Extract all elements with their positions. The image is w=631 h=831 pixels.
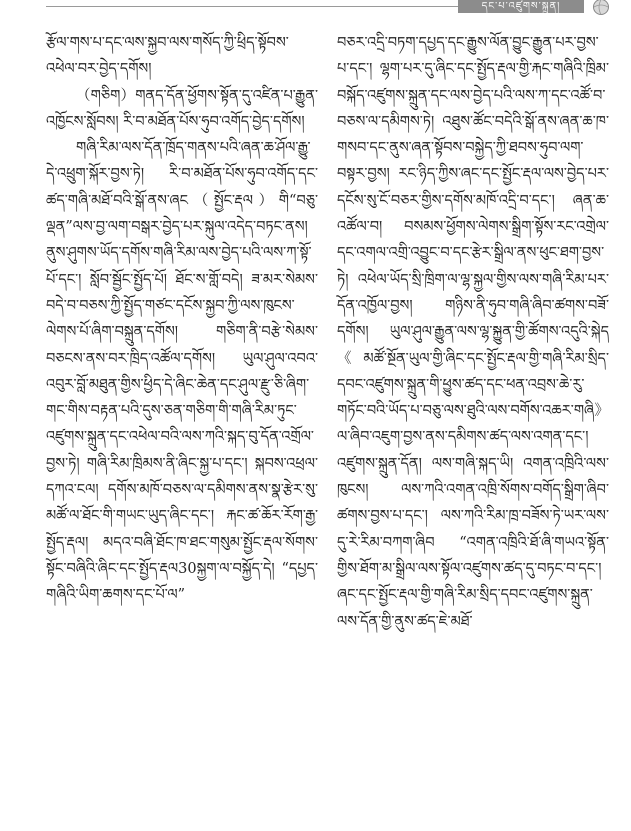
- section-header-tab: དང་པ་འཛུགས་སྐྲུན།: [458, 0, 584, 13]
- paragraph: བཅར་འདྲི་བཏག་དཔྱད་དང་རྒྱུས་ལོན་བྱུང་རྒྱུན་པར་བྱས་པ་དང་། ལྷག་པར་དུ་ཞིང་དང་སྤྱོད་རྡལ་གྱི་རྐང་གཞིའི་ཁྲིམ་བསྐོད་འཛུགས་སྐྲུན་དང་ལས་བྱེད་པའི་ལས་ཀ་དང་འཚོ་བ་བཅས་ལ་དམིགས་ཏེ། འཐུས་ཚོང་བདེའི་སྒོ་ནས་ཞན་ཆ་ཁ་གསབ་དང་ནུས་ཞན་སྟོབས་བསྐྱེད་ཀྱི་ཐབས་ཧུབ་ལག་བསྟར་བྱས། རང་ཉིད་ཀྱིས་ཞང་དང་སྤྱོང་རྡལ་ལས་བྱེད་པར་དངོས་སུ་ངོ་བཅར་གྱིས་དགོས་མཁོ་འདྲི་བ་དང་། ཞན་ཆ་འཚོལ་བ། བསམས་ཕྱོགས་ལེགས་སྒྲིག་སྟོས་རང་འགྲེལ་དང་འགལ་འགྲི་འབྱུང་བ་དང་རྩེར་སྒྲིལ་ནས་ཕུང་ཐག་བྱས་ཏེ། འཕེལ་ཡོད་སྲི་ཁྲིག་ལ་ལྷ་སྐྱལ་གྱིས་ལས་གཞི་རིམ་པར་དོན་འཁྱོལ་བྱས། གཉིས་ནི་ཧུབ་གཞི་ཞིབ་ཚགས་བཟོ་དགོས། ཡུལ་ཤུལ་རྒྱུན་ལས་ལྷ་སྐྱུན་གྱི་ཚོགས་འདུའི་སྐེད《མཚོ་སྔོན་ཡུལ་གྱི་ཞིང་དང་སྤྱོང་རྡལ་གྱི་གཞི་རིམ་སྲིད་དབང་འཛུགས་སྐྲུན་གི་ཕྱུས་ཚད་དང་ཕན་འབྲས་ཆེ་རུ་གཏོང་བའི་ཡོད་པ་བཅུ་ལས་ཐུའི་ལས་བགོས་འཆར་གཞི》ལ་ཞིབ་འཇུག་བྱས་ནས་དམིགས་ཚད་ལས་འགན་དང་། འཛུགས་སྐྲུན་དོན། ལས་གཞི་སྐད་ཡི། འགན་འཁྲིའི་ལས་ཁུངས། ལས་ཀའི་འགན་འཁྲི་སོགས་བགོད་སྒྲིག་ཞིབ་ཚགས་བྱས་པ་དང་། ལས་ཀའི་རིམ་ཁྲ་བཟོས་ཏེ་ཡར་ལས་དུ་རེ་རིམ་བཀག་ཞིབ “འགན་འཁྲིའི་ཐོ་ཞི་གཡའ་སྟོན་གྱིས་ཐོག་མ་སྒྲིལ་ལས་སྟོལ་འཛུགས་ཚད་དུ་བཏང་བ་དང་། ཞང་དང་སྤྱོང་རྡལ་གྱི་གཞི་རིམ་སྲིད་དབང་འཛུགས་སྐྲུན་ལས་དོན་གྱི་ནུས་ཚད་ཇེ་མཐོ་: [337, 35, 609, 630]
- paragraph: རྩོལ་གས་པ་དང་ལས་སྐྱབ་ལས་གསོད་ཀྱི་ཕྲིད་སྟོབས་འཕེལ་བར་བྱེད་དགོས།: [46, 35, 289, 78]
- paragraph: （གཅིག）གནད་དོན་ཕྱོགས་སྟོན་དུ་འཛིན་པ་རྒྱུན་འཁྱོངས་སློབས། རི་བ་མཐོན་པོས་ཧུབ་འགོད་བྱེད་དགོས།: [46, 87, 318, 130]
- header-rule: [46, 6, 458, 7]
- paragraph: གཞི་རིམ་ལས་དོན་ཁྲོད་གནས་པའི་ཞན་ཆ་ཤོལ་རྒྱུ་དེ་འཕྲུག་སྐོར་བྱས་ཏེ། རི་བ་མཐོན་པོས་ཧུབ་འགོད་དང་ཚད་གཞི་མཐོ་བའི་སྒོ་ནས་ཞང（སྤྱོང་རྡལ）གི“བཅུ་ལྡན”ལས་བྱ་ལག་བསྒར་བྱེད་པར་སྐུལ་འདེད་བཏང་ནས། ནུས་ཤུགས་ཡོད་དགོས་གཞི་རིམ་ལས་བྱེད་པའི་ལས་ཀ་སྟོ་པོ་དང་། སློབ་སྦྱོང་སྤྱོད་པོ། ཐོང་ས་གློ་བདེ། ཟ་མར་སེམས་བདེ་བ་བཅས་ཀྱི་སྤྱོད་གཙང་དངོས་སྐྱབ་ཀྱི་ལས་ཁུངས་ལེགས་པོ་ཞིག་བསྐྲུན་དགོས། གཅིག་ནི་བརྩེ་སེམས་བཅངས་ནས་བར་ཁྲིད་འཚོལ་དགོས། ཡུལ་ཤུལ་འབའ་འབུར་བློ་མཐུན་གྱིས་ཕྱིད་དེ་ཞིང་ཆེན་དང་ཤུལ་རྫུ་ཅི་ཞིག་གང་གིས་བརྟན་པའི་དུས་ཅན་གཅིག་གི་གཞི་རིམ་ཏུང་འཛུགས་སྐྲུན་དང་འཕེལ་བའི་ལས་ཀའི་སྐད་བུ་དོན་འགྲོལ་བྱས་ཏེ། གཞི་རིམ་ཁྲིམས་ནི་ཞིང་སྐྱ་པ་དང་། སྐབས་འཕྲལ་དཀའ་ངལ། དགོས་མཁོ་བཅས་ལ་དམིགས་ནས་སྣ་རྩེར་སུ་མཚོ་ལ་ཐོང་གི་གཡང་ཡུད་ཞིང་དང་། རྐང་ཚ་ཆོར་རོག་རྒྱ་སྤྱོད་རྡལ། མདའ་བཞི་ཐོང་ཁ་ཐང་གསུམ་སྤྱོང་རྡལ་སོགས་སྟོང་བཞིའི་ཞིང་དང་སྤྱོད་རྡལ30སྐྱག་ལ་བསྐྱོད་དེ། “དཔྱད་གཞིའི་ཡིག་ཆགས་དང་པོ་ལ”: [46, 140, 318, 604]
- right-text-column: [337, 30, 609, 635]
- globe-icon: [590, 0, 610, 16]
- left-text-column: [46, 30, 318, 609]
